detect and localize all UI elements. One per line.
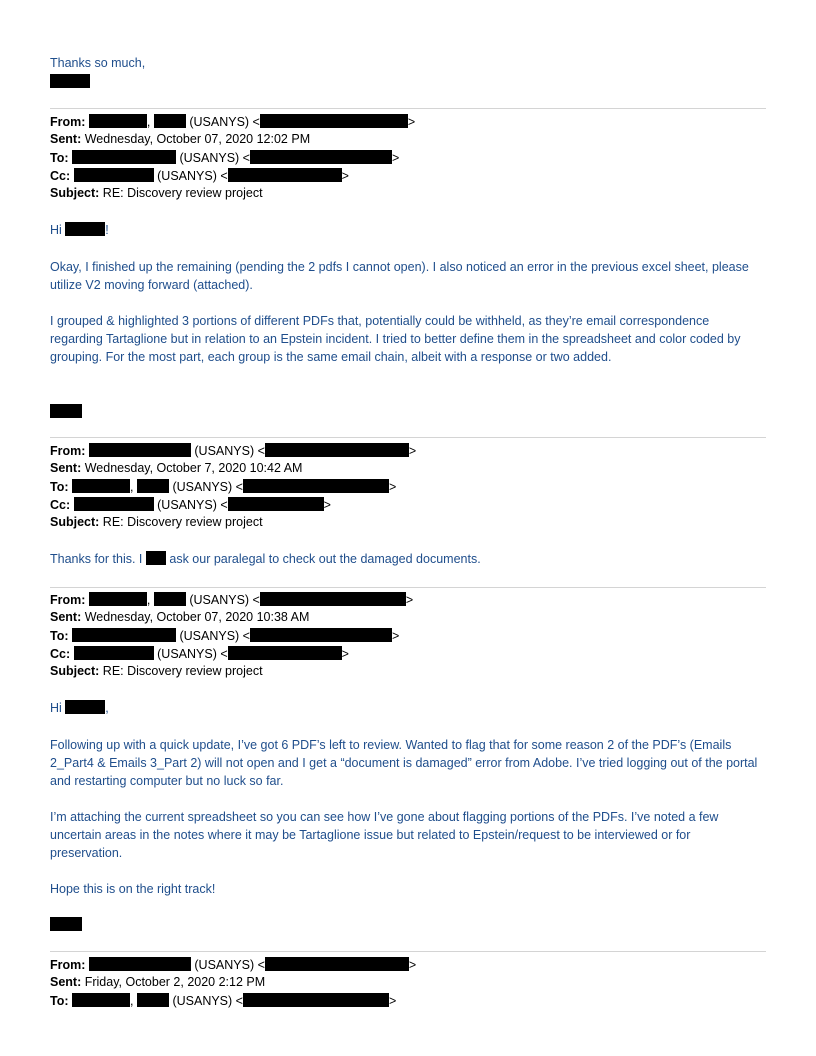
to-line: To: , (USANYS) < >: [50, 480, 397, 494]
from-label: From:: [50, 115, 86, 129]
to-line: To: , (USANYS) < >: [50, 994, 397, 1008]
redaction: [89, 592, 147, 606]
from-line: From: , (USANYS) < >: [50, 115, 416, 129]
redaction-email: [228, 497, 324, 511]
redaction: [89, 443, 191, 457]
redaction-email: [243, 479, 389, 493]
redaction: [72, 150, 176, 164]
body-paragraph: Okay, I finished up the remaining (pending the 2 pdfs I cannot open). I also noticed an error in the previous excel sheet, please utilize V2 moving forward (attached).: [50, 260, 749, 292]
subject-line: Subject: RE: Discovery review project: [50, 186, 263, 200]
body-paragraph: Following up with a quick update, I’ve got 6 PDF’s left to review. Wanted to flag that for some reason 2 of the PDF’s (Emails 2_Part4 & Emails 3_Part 2) will not open and I get a “document is damaged” error from Adobe. I’ve tried logging out of the portal and restarting computer but no luck so far.: [50, 738, 758, 788]
redaction-email: [260, 592, 406, 606]
from-line: From: (USANYS) < >: [50, 958, 417, 972]
redaction-email: [228, 646, 342, 660]
from-line: From: , (USANYS) < >: [50, 593, 414, 607]
to-line: To: (USANYS) < >: [50, 629, 400, 643]
redaction-email: [250, 150, 392, 164]
redaction-email: [243, 993, 389, 1007]
body-line: Thanks for this. I ask our paralegal to check out the damaged documents.: [50, 552, 481, 566]
redaction: [89, 957, 191, 971]
greeting: Hi !: [50, 223, 109, 237]
redaction-email: [265, 957, 409, 971]
redaction: [65, 222, 105, 236]
closing-text: Thanks so much,: [50, 56, 146, 70]
to-line: To: (USANYS) < >: [50, 151, 400, 165]
redaction-signature: [50, 917, 82, 931]
cc-line: Cc: (USANYS) < >: [50, 498, 331, 512]
redaction: [72, 479, 130, 493]
redaction: [146, 551, 166, 565]
redaction: [137, 479, 169, 493]
redaction: [74, 168, 154, 182]
redaction: [89, 114, 147, 128]
redaction-signature: [50, 404, 82, 418]
redaction: [65, 700, 105, 714]
body-paragraph: Hope this is on the right track!: [50, 882, 216, 896]
sent-line: Sent: Friday, October 2, 2020 2:12 PM: [50, 975, 266, 989]
redaction: [74, 497, 154, 511]
redaction: [72, 628, 176, 642]
subject-line: Subject: RE: Discovery review project: [50, 664, 263, 678]
redaction-signature: [50, 74, 90, 88]
redaction: [74, 646, 154, 660]
redaction: [137, 993, 169, 1007]
redaction-email: [250, 628, 392, 642]
redaction: [154, 114, 186, 128]
sent-line: Sent: Wednesday, October 07, 2020 10:38 AM: [50, 610, 310, 624]
body-paragraph: I grouped & highlighted 3 portions of different PDFs that, potentially could be withheld, as they’re email correspondence regarding Tartaglione but in relation to an Epstein incident. I tried to better define them in the spreadsheet and color coded by grouping. For the most part, each group is the same email chain, albeit with a response or two added.: [50, 314, 741, 364]
redaction: [72, 993, 130, 1007]
cc-line: Cc: (USANYS) < >: [50, 647, 349, 661]
divider: [50, 437, 766, 438]
redaction: [154, 592, 186, 606]
redaction-email: [265, 443, 409, 457]
subject-line: Subject: RE: Discovery review project: [50, 515, 263, 529]
sent-line: Sent: Wednesday, October 07, 2020 12:02 PM: [50, 132, 311, 146]
divider: [50, 587, 766, 588]
divider: [50, 108, 766, 109]
redaction-email: [260, 114, 408, 128]
divider: [50, 951, 766, 952]
from-line: From: (USANYS) < >: [50, 444, 417, 458]
cc-line: Cc: (USANYS) < >: [50, 169, 349, 183]
greeting: Hi ,: [50, 701, 109, 715]
body-paragraph: I’m attaching the current spreadsheet so you can see how I’ve gone about flagging portions of the PDFs. I’ve noted a few uncertain areas in the notes where it may be Tartaglione issue but related to Epstein/request to be interviewed or for preservation.: [50, 810, 719, 860]
redaction-email: [228, 168, 342, 182]
sent-line: Sent: Wednesday, October 7, 2020 10:42 AM: [50, 461, 303, 475]
